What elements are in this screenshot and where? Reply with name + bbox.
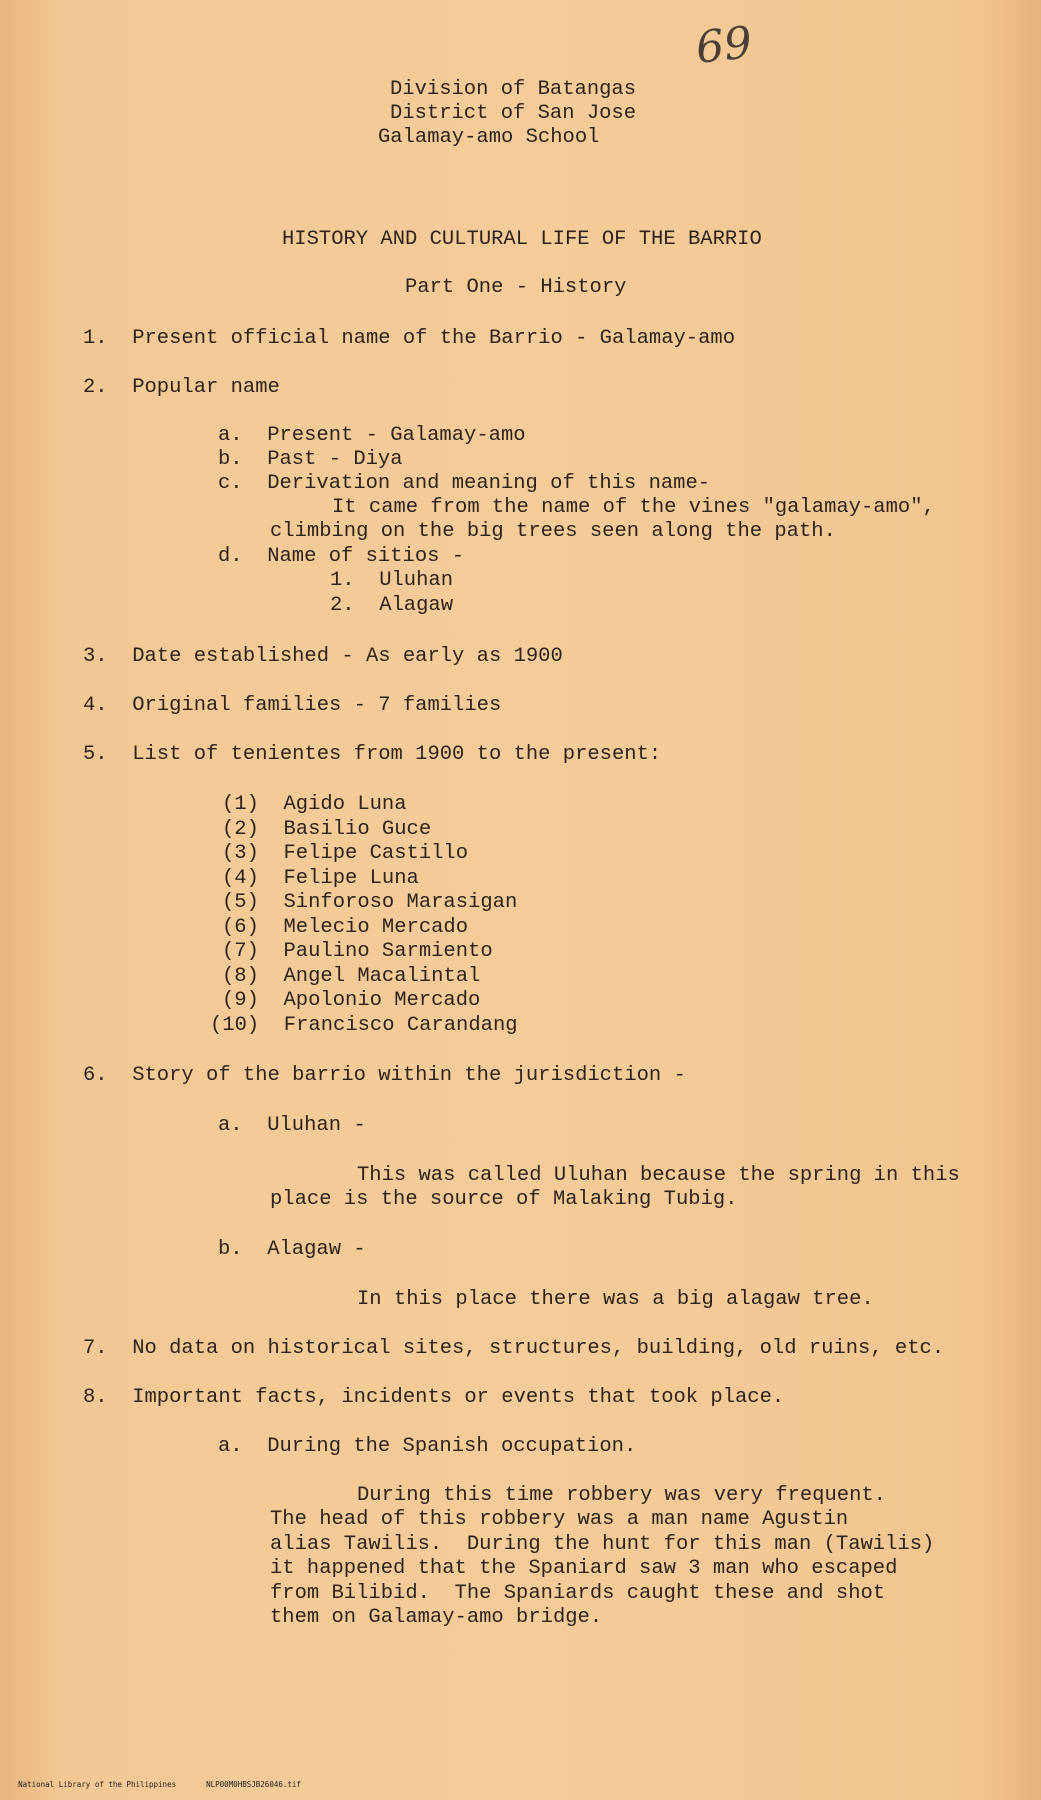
teniente-7: (7) Paulino Sarmiento (222, 940, 493, 963)
item-8: 8. Important facts, incidents or events that took place. (83, 1386, 785, 1409)
teniente-1: (1) Agido Luna (222, 793, 407, 816)
teniente-6: (6) Melecio Mercado (222, 916, 469, 939)
document-title: HISTORY AND CULTURAL LIFE OF THE BARRIO (282, 228, 762, 251)
item-2d-1: 1. Uluhan (330, 569, 454, 592)
item-2: 2. Popular name (83, 376, 280, 399)
item-8a-line1: During this time robbery was very frequent. (357, 1484, 886, 1507)
item-2a: a. Present - Galamay-amo (218, 424, 526, 447)
scan-footer (0, 1771, 331, 1798)
teniente-2: (2) Basilio Guce (222, 818, 432, 841)
teniente-4: (4) Felipe Luna (222, 867, 419, 890)
teniente-3: (3) Felipe Castillo (222, 842, 469, 865)
teniente-8: (8) Angel Macalintal (222, 965, 481, 988)
item-6a: a. Uluhan - (218, 1114, 366, 1137)
item-8a-line5: from Bilibid. The Spaniards caught these and shot (270, 1582, 886, 1605)
header-division: Division of Batangas (390, 78, 637, 101)
item-4: 4. Original families - 7 families (83, 694, 502, 717)
footer-library: National Library of the Philippines (18, 1780, 177, 1789)
header-district: District of San Jose (390, 102, 637, 125)
section-subtitle: Part One - History (405, 276, 627, 299)
item-6a-line2: place is the source of Malaking Tubig. (270, 1188, 738, 1211)
item-6b-line1: In this place there was a big alagaw tree. (357, 1288, 874, 1311)
item-2d-2: 2. Alagaw (330, 594, 454, 617)
item-8a: a. During the Spanish occupation. (218, 1435, 637, 1458)
item-8a-line2: The head of this robbery was a man name Agustin (270, 1508, 849, 1531)
item-7: 7. No data on historical sites, structures, building, old ruins, etc. (83, 1337, 945, 1360)
item-2c: c. Derivation and meaning of this name- (218, 472, 711, 495)
item-6: 6. Story of the barrio within the jurisdiction - (83, 1064, 686, 1087)
item-3: 3. Date established - As early as 1900 (83, 645, 563, 668)
item-8a-line3: alias Tawilis. During the hunt for this man (Tawilis) (270, 1533, 935, 1556)
footer-filename: NLP00M0HBSJB26046.tif (206, 1780, 301, 1789)
item-8a-line4: it happened that the Spaniard saw 3 man who escaped (270, 1557, 898, 1580)
item-2c-line2: climbing on the big trees seen along the path. (270, 520, 836, 543)
item-8a-line6: them on Galamay-amo bridge. (270, 1606, 603, 1629)
item-6a-line1: This was called Uluhan because the spring in this (357, 1164, 960, 1187)
header-school: Galamay-amo School (378, 126, 600, 149)
item-6b: b. Alagaw - (218, 1238, 366, 1261)
handwritten-page-number: 69 (693, 17, 755, 74)
teniente-9: (9) Apolonio Mercado (222, 989, 481, 1012)
item-5: 5. List of tenientes from 1900 to the present: (83, 743, 662, 766)
item-2b: b. Past - Diya (218, 448, 403, 471)
item-2c-line1: It came from the name of the vines "galamay-amo", (332, 496, 935, 519)
teniente-10: (10) Francisco Carandang (210, 1014, 518, 1037)
item-2d: d. Name of sitios - (218, 545, 465, 568)
teniente-5: (5) Sinforoso Marasigan (222, 891, 518, 914)
item-1: 1. Present official name of the Barrio - Galamay-amo (83, 327, 736, 350)
